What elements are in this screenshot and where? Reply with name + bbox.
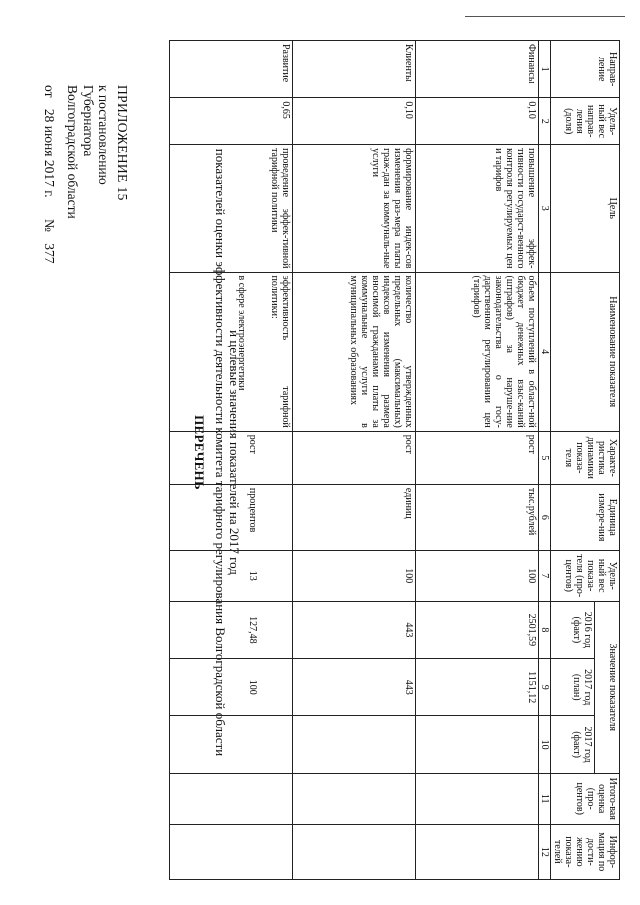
header-final-score: Итого-вая оценка (про-центов) <box>551 773 620 824</box>
col-number: 10 <box>539 716 551 773</box>
header-plan-2017: 2017 год (план) <box>551 659 595 716</box>
col-number: 1 <box>539 41 551 98</box>
col-number: 12 <box>539 824 551 879</box>
cell-indicator-weight: 100 <box>293 550 416 601</box>
cell-plan-2017: 443 <box>293 659 416 716</box>
indicator-text: эффективность тарифной политики: <box>269 275 291 428</box>
cell-direction: Финансы <box>416 41 539 98</box>
cell-goal: проведение эффек-тивной тарифной политики <box>170 145 293 272</box>
cell-weight: 0,65 <box>170 98 293 145</box>
cell-final-score <box>416 773 539 824</box>
column-number-row <box>539 41 551 880</box>
dynamics-value: рост <box>247 434 258 454</box>
indicator-subitem: в сфере электроэнергетики <box>236 275 247 391</box>
cell-weight: 0,10 <box>293 98 416 145</box>
table-row <box>293 41 416 880</box>
cell-unit: тыс.рублей <box>416 484 539 550</box>
cell-unit <box>170 484 293 550</box>
cell-final-score <box>170 773 293 824</box>
decree-number: 377 <box>42 243 57 264</box>
header-dynamics: Характе-ристика динамики показа-теля <box>551 431 620 484</box>
number-label: № <box>42 219 57 232</box>
document-subtitle-2: и целевые значения показателей на 2017 год <box>227 330 242 575</box>
col-number: 11 <box>539 773 551 824</box>
cell-indicator-weight <box>170 550 293 601</box>
appendix-block <box>42 85 131 272</box>
cell-fact-2016: 2501,59 <box>416 601 539 658</box>
header-indicator-weight: Удель-ный вес показа-теля (про-центов) <box>551 550 620 601</box>
indicator-weight-value: 13 <box>247 570 258 581</box>
header-fact-2016: 2016 год (факт) <box>551 601 595 658</box>
cell-indicator: количество утвержденных предельных (максимальных) индексов изменения размера вносимой гражданами платы за коммунальные услуги в муниципальных образованиях <box>293 272 416 431</box>
cell-indicator: объем поступлений в област-ной бюджет денежных взыс-каний (штрафов) за наруше-ние законодательства о госу-дарственном регулировании цен (тарифов) <box>416 272 539 431</box>
table-row <box>416 41 539 880</box>
col-number: 3 <box>539 145 551 272</box>
cell-plan-2017 <box>170 659 293 716</box>
decree-date: 28 июня 2017 г. <box>42 108 57 198</box>
cell-dynamics: рост <box>293 431 416 484</box>
cell-fact-2017 <box>293 716 416 773</box>
appendix-region: Волгоградской области <box>65 85 81 219</box>
indicators-table <box>169 40 620 880</box>
cell-indicator <box>170 272 293 431</box>
col-number: 9 <box>539 659 551 716</box>
cell-unit: единиц <box>293 484 416 550</box>
cell-info <box>170 824 293 879</box>
date-prefix: от <box>42 85 57 98</box>
fact-2016-value: 127,48 <box>247 616 258 644</box>
header-fact-2017: 2017 год (факт) <box>551 716 595 773</box>
document-subtitle-1: показателей оценки эффективности деятельности комитета тарифного регулирования Волгоградской области <box>213 148 228 757</box>
header-direction: Направ-ление <box>551 41 620 98</box>
cell-indicator-weight: 100 <box>416 550 539 601</box>
document-title: ПЕРЕЧЕНЬ <box>192 415 207 490</box>
cell-goal: формирование индек-сов изменения раз-мера платы граж-дан за коммуналь-ные услуги <box>293 145 416 272</box>
header-goal: Цель <box>551 145 620 272</box>
cell-fact-2016 <box>170 601 293 658</box>
cell-dynamics <box>170 431 293 484</box>
header-indicator-name: Наименование показателя <box>551 272 620 431</box>
plan-2017-value: 100 <box>247 679 258 695</box>
cell-info <box>416 824 539 879</box>
cell-fact-2017 <box>170 716 293 773</box>
cell-weight: 0,10 <box>416 98 539 145</box>
header-value-group: Значение показателя <box>595 601 620 773</box>
appendix-to: к постановлению <box>96 85 112 185</box>
appendix-governor: Губернатора <box>81 85 96 157</box>
col-number: 6 <box>539 484 551 550</box>
appendix-date-row <box>42 85 58 272</box>
unit-value: процентов <box>247 487 258 533</box>
col-number: 5 <box>539 431 551 484</box>
col-number: 4 <box>539 272 551 431</box>
appendix-title: ПРИЛОЖЕНИЕ 15 <box>115 85 130 201</box>
cell-info <box>293 824 416 879</box>
header-unit: Единица измере-ния <box>551 484 620 550</box>
col-number: 8 <box>539 601 551 658</box>
header-info: Инфор-мация по дости-жению показа-телей <box>551 824 620 879</box>
cell-fact-2016: 443 <box>293 601 416 658</box>
cell-dynamics: рост <box>416 431 539 484</box>
table-row <box>170 41 293 880</box>
cell-final-score <box>293 773 416 824</box>
col-number: 2 <box>539 98 551 145</box>
cell-direction: Развитие <box>170 41 293 98</box>
cell-plan-2017: 1151,12 <box>416 659 539 716</box>
cell-fact-2017 <box>416 716 539 773</box>
cell-goal: повышение эффек-тивности государст-венного контроля регулируемых цен и тарифов <box>416 145 539 272</box>
header-weight: Удель-ный вес направ-ления (доля) <box>551 98 620 145</box>
col-number: 7 <box>539 550 551 601</box>
cell-direction: Клиенты <box>293 41 416 98</box>
